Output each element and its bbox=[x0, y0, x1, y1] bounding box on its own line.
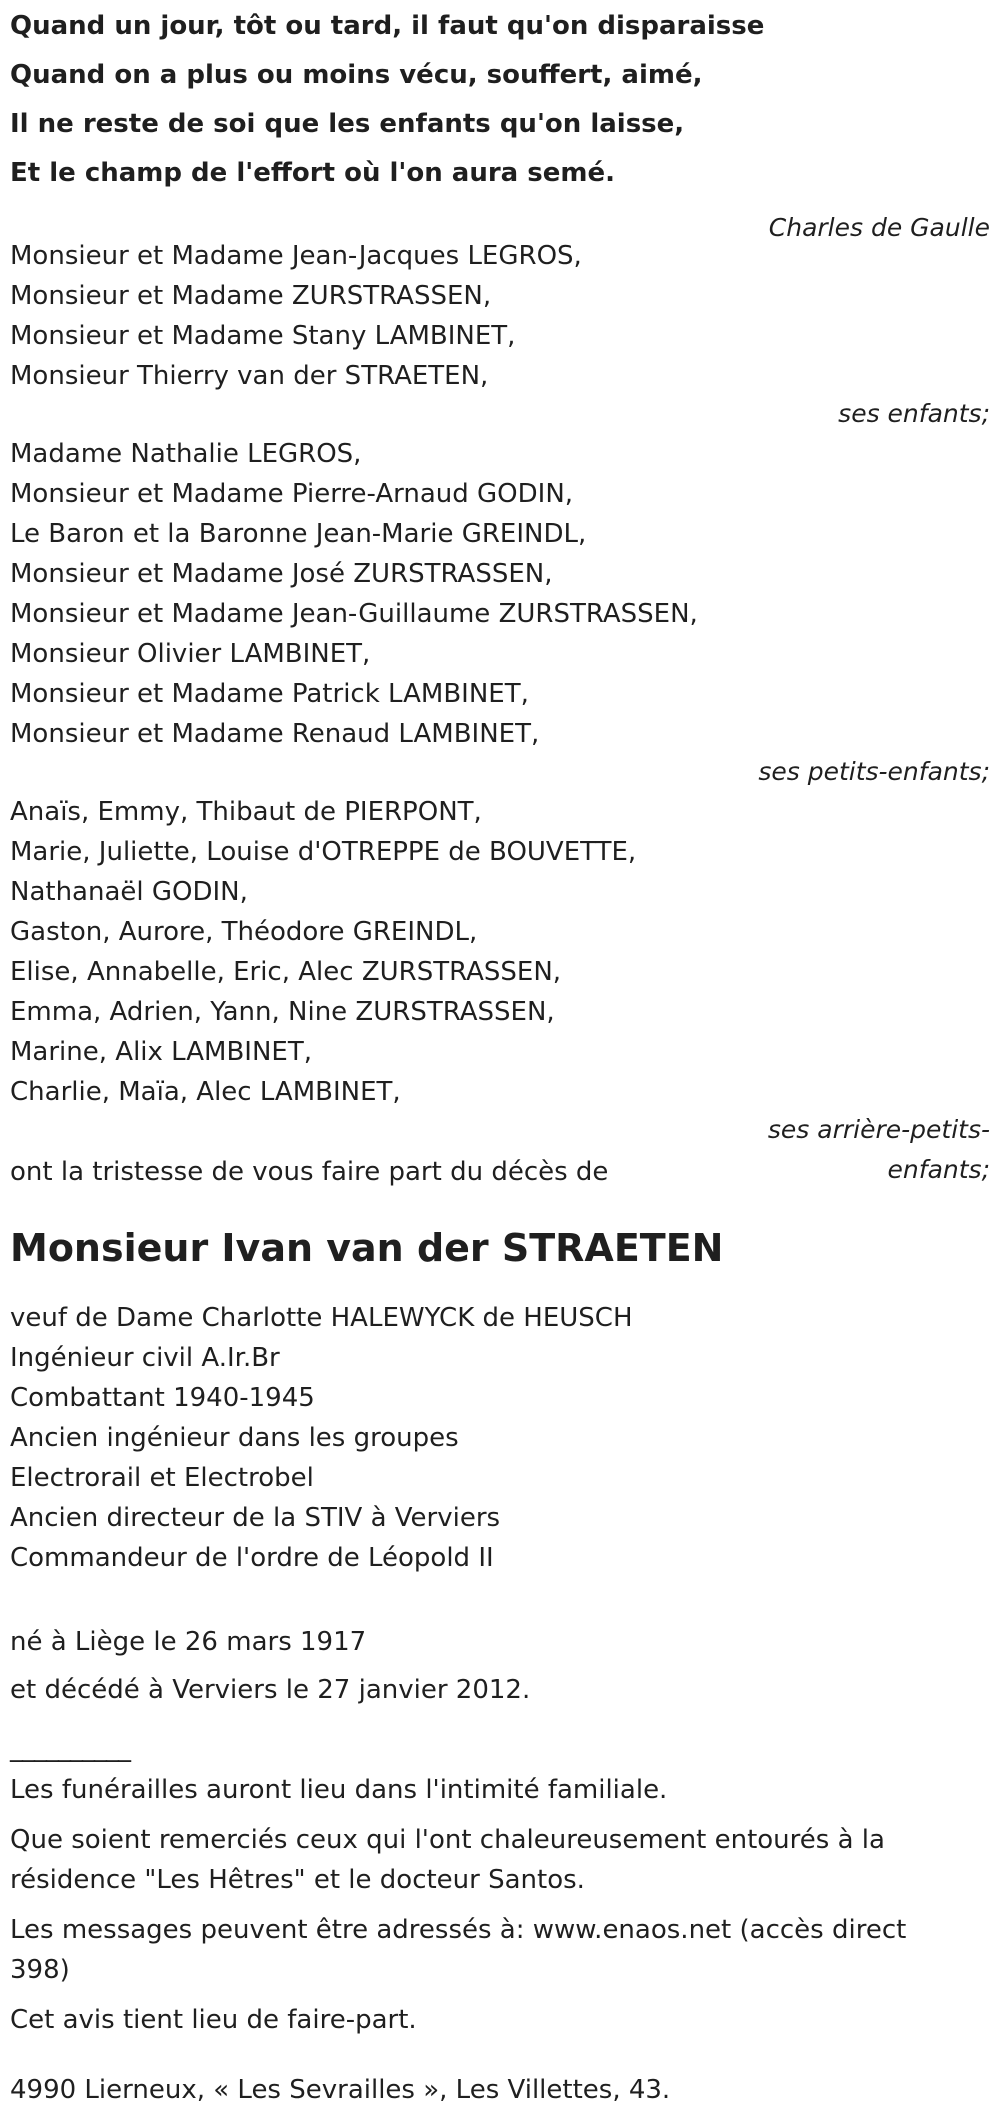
deceased-name: Monsieur Ivan van der STRAETEN bbox=[10, 1226, 724, 1270]
detail-line: Ancien ingénieur dans les groupes bbox=[10, 1423, 459, 1453]
notice-paragraph: Les funérailles auront lieu dans l'intimité familiale. bbox=[10, 1775, 668, 1805]
grandchild-name: Monsieur et Madame Patrick LAMBINET, bbox=[10, 679, 529, 709]
notices bbox=[10, 1770, 990, 2040]
great-grandchildren-relation-2: enfants; bbox=[887, 1155, 990, 1184]
announcement-text: ont la tristesse de vous faire part du décès de bbox=[10, 1157, 609, 1187]
great-grandchild-name: Marine, Alix LAMBINET, bbox=[10, 1037, 312, 1067]
children-relation: ses enfants; bbox=[838, 399, 990, 428]
grandchild-name: Le Baron et la Baronne Jean-Marie GREINDL, bbox=[10, 519, 587, 549]
grandchildren-block bbox=[10, 434, 990, 792]
great-grandchild-name: Anaïs, Emmy, Thibaut de PIERPONT, bbox=[10, 797, 482, 827]
poem-line: Quand un jour, tôt ou tard, il faut qu'on disparaisse bbox=[10, 11, 765, 41]
grandchild-name: Madame Nathalie LEGROS, bbox=[10, 439, 362, 469]
great-grandchild-name: Elise, Annabelle, Eric, Alec ZURSTRASSEN, bbox=[10, 957, 562, 987]
detail-line: Combattant 1940-1945 bbox=[10, 1383, 315, 1413]
great-grandchild-name: Gaston, Aurore, Théodore GREINDL, bbox=[10, 917, 478, 947]
obituary-notice bbox=[10, 0, 990, 2110]
grandchildren-relation: ses petits-enfants; bbox=[758, 757, 990, 786]
child-name: Monsieur et Madame Jean-Jacques LEGROS, bbox=[10, 241, 582, 271]
poem bbox=[10, 0, 990, 198]
detail-line: veuf de Dame Charlotte HALEWYCK de HEUSCH bbox=[10, 1303, 633, 1333]
address: 4990 Lierneux, « Les Sevrailles », Les Villettes, 43. bbox=[10, 2075, 671, 2105]
detail-line: Commandeur de l'ordre de Léopold II bbox=[10, 1543, 494, 1573]
deceased-details bbox=[10, 1298, 990, 1578]
great-grandchild-name: Emma, Adrien, Yann, Nine ZURSTRASSEN, bbox=[10, 997, 555, 1027]
great-grandchildren-relation-1: ses arrière-petits- bbox=[767, 1115, 990, 1144]
grandchild-name: Monsieur et Madame Renaud LAMBINET, bbox=[10, 719, 540, 749]
great-grandchild-name: Marie, Juliette, Louise d'OTREPPE de BOUVETTE, bbox=[10, 837, 637, 867]
poem-line: Quand on a plus ou moins vécu, souffert, aimé, bbox=[10, 60, 703, 90]
children-block bbox=[10, 213, 990, 434]
child-name: Monsieur Thierry van der STRAETEN, bbox=[10, 361, 489, 391]
grandchild-name: Monsieur et Madame Pierre-Arnaud GODIN, bbox=[10, 479, 574, 509]
great-grandchildren-block bbox=[10, 792, 990, 1194]
grandchild-name: Monsieur et Madame Jean-Guillaume ZURSTRASSEN, bbox=[10, 599, 698, 629]
grandchild-name: Monsieur Olivier LAMBINET, bbox=[10, 639, 371, 669]
notice-paragraph: Les messages peuvent être adressés à: www.enaos.net (accès direct 398) bbox=[10, 1915, 907, 1985]
detail-line: Ingénieur civil A.Ir.Br bbox=[10, 1343, 280, 1373]
great-grandchild-name: Nathanaël GODIN, bbox=[10, 877, 248, 907]
death-info: et décédé à Verviers le 27 janvier 2012. bbox=[10, 1675, 531, 1705]
notice-paragraph: Que soient remerciés ceux qui l'ont chaleureusement entourés à la résidence "Les Hêtres" et le docteur Santos. bbox=[10, 1825, 885, 1895]
poem-line: Et le champ de l'effort où l'on aura semé. bbox=[10, 158, 615, 188]
detail-line: Ancien directeur de la STIV à Verviers bbox=[10, 1503, 501, 1533]
grandchild-name: Monsieur et Madame José ZURSTRASSEN, bbox=[10, 559, 553, 589]
child-name: Monsieur et Madame Stany LAMBINET, bbox=[10, 321, 516, 351]
child-name: Monsieur et Madame ZURSTRASSEN, bbox=[10, 281, 492, 311]
poem-line: Il ne reste de soi que les enfants qu'on laisse, bbox=[10, 109, 685, 139]
notice-paragraph: Cet avis tient lieu de faire-part. bbox=[10, 2005, 417, 2035]
great-grandchild-name: Charlie, Maïa, Alec LAMBINET, bbox=[10, 1077, 401, 1107]
birth-info: né à Liège le 26 mars 1917 bbox=[10, 1627, 367, 1657]
poem-author: Charles de Gaulle bbox=[768, 213, 990, 242]
separator-line: __________ bbox=[10, 1733, 130, 1763]
detail-line: Electrorail et Electrobel bbox=[10, 1463, 314, 1493]
